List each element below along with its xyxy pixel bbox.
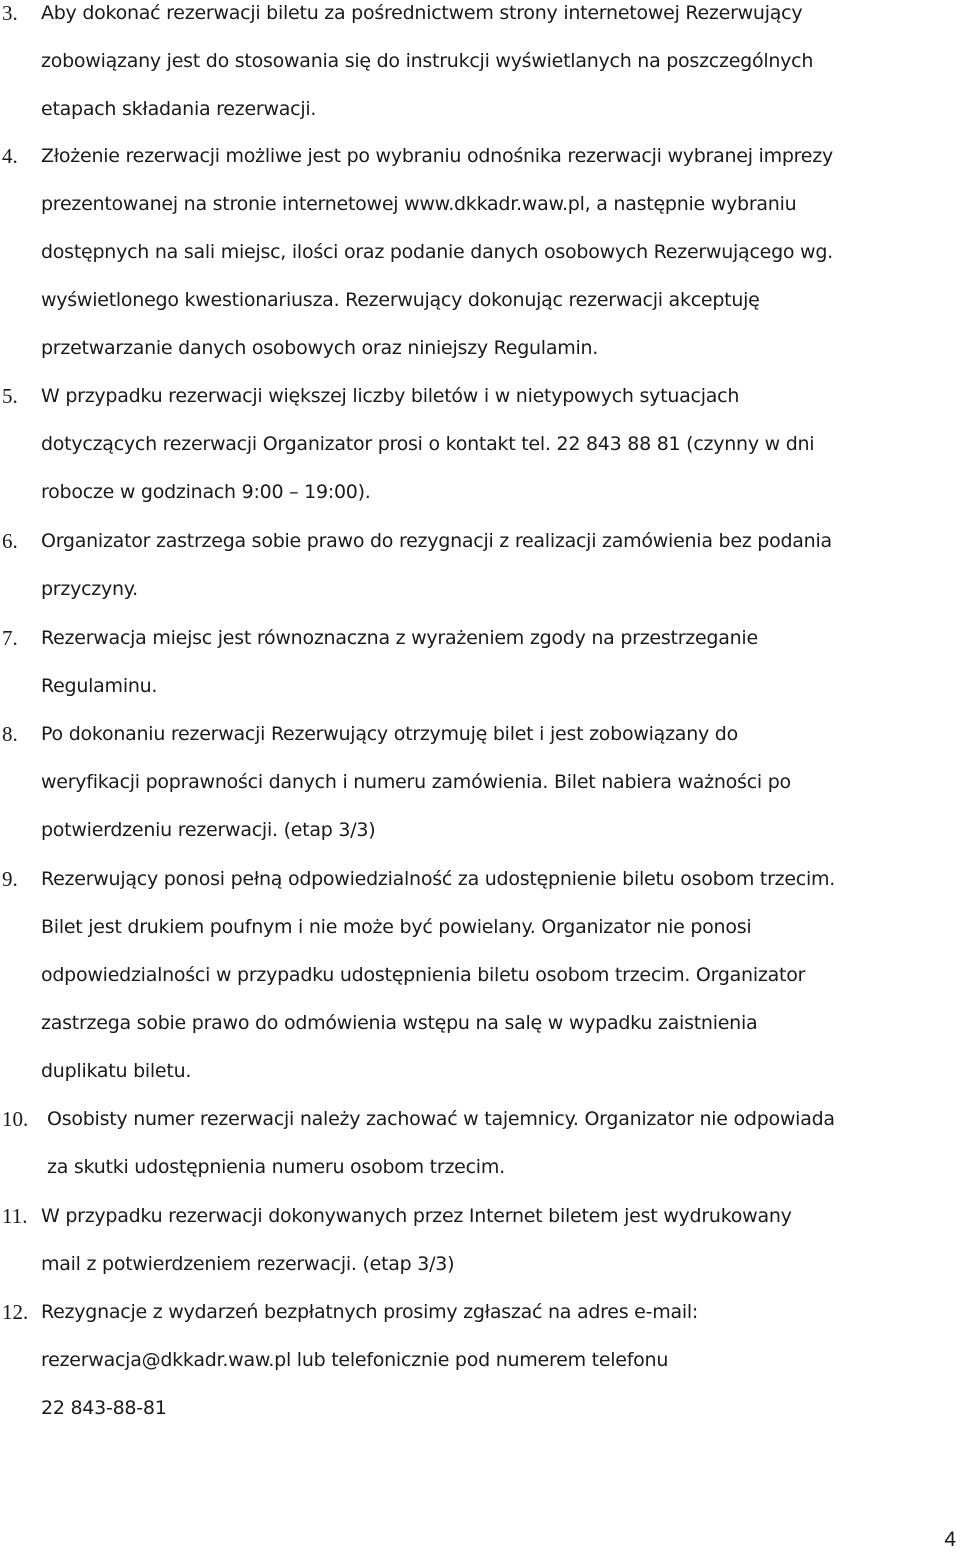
list-item-12 bbox=[0, 1288, 960, 1432]
page-number: 4 bbox=[944, 1528, 956, 1551]
item-number: 3. bbox=[2, 1, 18, 25]
item-number: 5. bbox=[2, 384, 18, 408]
list-item-3 bbox=[0, 0, 960, 133]
item-number: 8. bbox=[2, 722, 18, 746]
item-text: W przypadku rezerwacji dokonywanych przez Internet biletem jest wydrukowany mail z potwierdzeniem rezerwacji. (etap 3/3) bbox=[41, 1205, 792, 1275]
item-text: W przypadku rezerwacji większej liczby biletów i w nietypowych sytuacjach dotyczących rezerwacji Organizator prosi o kontakt tel. 22 843 88 81 (czynny w dni robocze w godzinach 9:00 – 19:00). bbox=[41, 385, 815, 503]
item-text: Złożenie rezerwacji możliwe jest po wybraniu odnośnika rezerwacji wybranej imprezy prezentowanej na stronie internetowej www.dkkadr.waw.pl, a następnie wybraniu dostępnych na sali miejsc, ilości oraz podanie danych osobowych Rezerwującego wg. wyświetlonego kwestionariusza. Rezerwujący dokonując rezerwacji akceptuję przetwarzanie danych osobowych oraz niniejszy Regulamin. bbox=[41, 145, 833, 359]
item-number: 6. bbox=[2, 529, 18, 553]
item-text: Po dokonaniu rezerwacji Rezerwujący otrzymuję bilet i jest zobowiązany do weryfikacji poprawności danych i numeru zamówienia. Bilet nabiera ważności po potwierdzeniu rezerwacji. (etap 3/3) bbox=[41, 723, 791, 841]
item-number: 7. bbox=[2, 626, 18, 650]
item-number: 10. bbox=[2, 1107, 29, 1131]
list-item-9 bbox=[0, 855, 960, 1095]
item-text: Organizator zastrzega sobie prawo do rezygnacji z realizacji zamówienia bez podania przyczyny. bbox=[41, 530, 832, 600]
list-item-4 bbox=[0, 132, 960, 372]
item-text: Osobisty numer rezerwacji należy zachować w tajemnicy. Organizator nie odpowiada za skutki udostępnienia numeru osobom trzecim. bbox=[47, 1108, 835, 1178]
item-number: 11. bbox=[2, 1204, 28, 1228]
item-text: Rezygnacje z wydarzeń bezpłatnych prosimy zgłaszać na adres e-mail: rezerwacja@dkkadr.waw.pl lub telefonicznie pod numerem telefonu 22 843-88-81 bbox=[41, 1301, 699, 1419]
list-item-8 bbox=[0, 710, 960, 854]
list-item-5 bbox=[0, 372, 960, 516]
item-text: Rezerwujący ponosi pełną odpowiedzialność za udostępnienie biletu osobom trzecim. Bilet jest drukiem poufnym i nie może być powielany. Organizator nie ponosi odpowiedzialności w przypadku udostępnienia biletu osobom trzecim. Organizator zastrzega sobie prawo do odmówienia wstępu na salę w wypadku zaistnienia duplikatu biletu. bbox=[41, 868, 836, 1082]
item-text: Rezerwacja miejsc jest równoznaczna z wyrażeniem zgody na przestrzeganie Regulaminu. bbox=[41, 627, 758, 697]
item-number: 4. bbox=[2, 144, 18, 168]
item-number: 12. bbox=[2, 1300, 29, 1324]
list-item-7 bbox=[0, 614, 960, 710]
list-item-10 bbox=[0, 1095, 960, 1191]
item-number: 9. bbox=[2, 867, 18, 891]
item-text: Aby dokonać rezerwacji biletu za pośrednictwem strony internetowej Rezerwujący zobowiązany jest do stosowania się do instrukcji wyświetlanych na poszczególnych etapach składania rezerwacji. bbox=[41, 2, 814, 120]
list-item-11 bbox=[0, 1192, 960, 1288]
list-item-6 bbox=[0, 517, 960, 613]
